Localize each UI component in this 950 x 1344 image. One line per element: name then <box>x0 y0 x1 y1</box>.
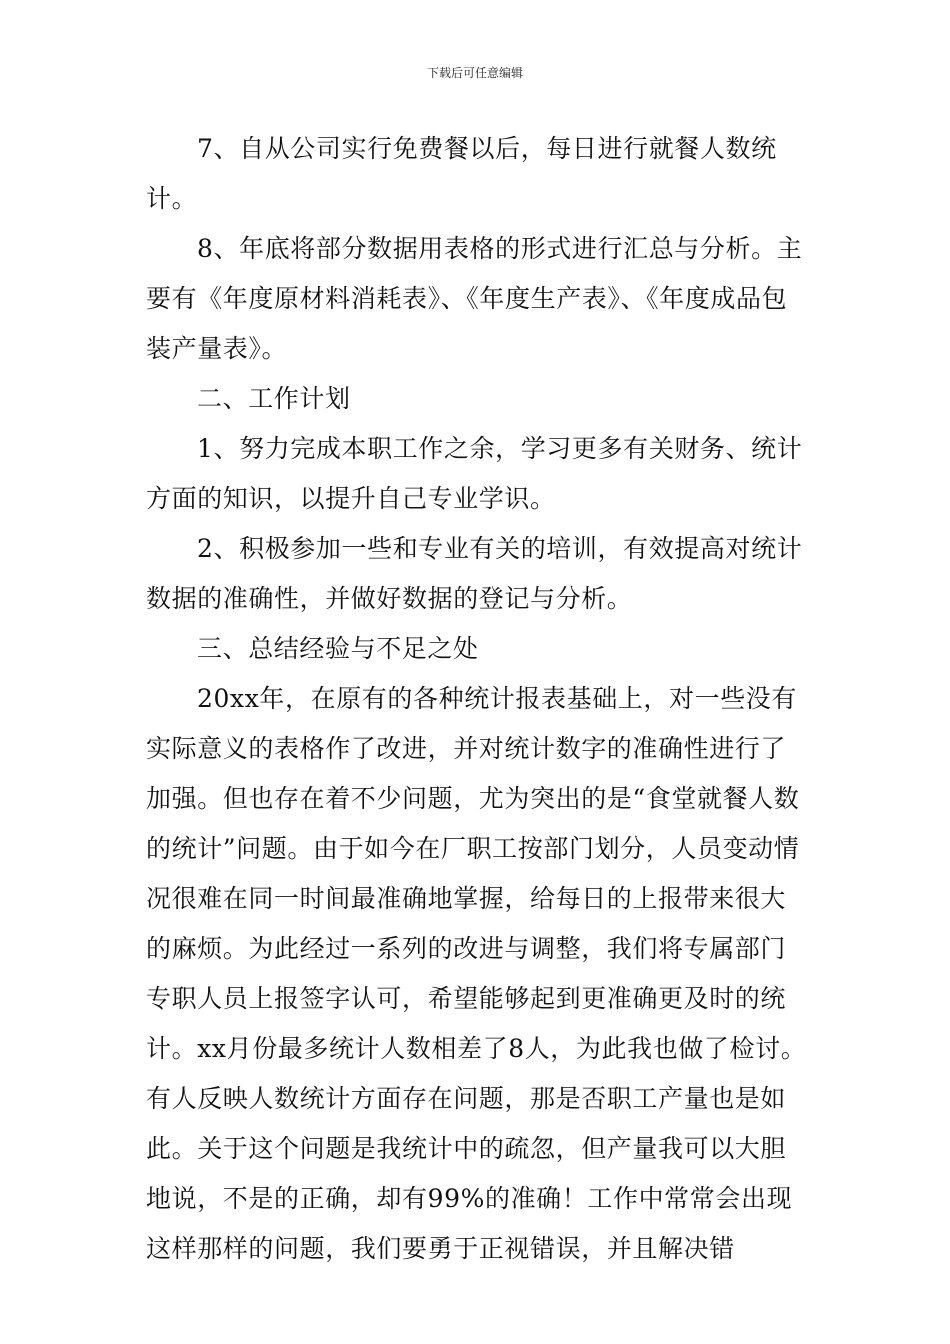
paragraph-item-8: 8、年底将部分数据用表格的形式进行汇总与分析。主要有《年度原材料消耗表》、《年度生产表》、《年度成品包装产量表》。 <box>146 234 803 363</box>
paragraph-plan-1: 1、努力完成本职工作之余，学习更多有关财务、统计方面的知识，以提升自己专业学识。 <box>146 434 803 513</box>
document-body <box>146 124 810 1274</box>
paragraph-item-7: 7、自从公司实行免费餐以后，每日进行就餐人数统计。 <box>146 134 777 213</box>
section-heading-summary: 三、总结经验与不足之处 <box>197 634 479 663</box>
page-header: 下载后可任意编辑 <box>426 66 523 80</box>
section-heading-work-plan: 二、工作计划 <box>197 384 351 413</box>
paragraph-summary: 20xx年，在原有的各种统计报表基础上，对一些没有实际意义的表格作了改进，并对统计数字的准确性进行了加强。但也存在着不少问题，尤为突出的是“食堂就餐人数的统计”问题。由于如今在厂职工按部门划分，人员变动情况很难在同一时间最准确地掌握，给每日的上报带来很大的麻烦。为此经过一系列的改进与调整，我们将专属部门专职人员上报签字认可，希望能够起到更准确更及时的统计。xx月份最多统计人数相差了8人，为此我也做了检讨。有人反映人数统计方面存在问题，那是否职工产量也是如此。关于这个问题是我统计中的疏忽，但产量我可以大胆地说，不是的正确，却有99%的准确！工作中常常会出现这样那样的问题，我们要勇于正视错误，并且解决错 <box>146 684 807 1263</box>
paragraph-plan-2: 2、积极参加一些和专业有关的培训，有效提高对统计数据的准确性，并做好数据的登记与分析。 <box>146 534 803 613</box>
